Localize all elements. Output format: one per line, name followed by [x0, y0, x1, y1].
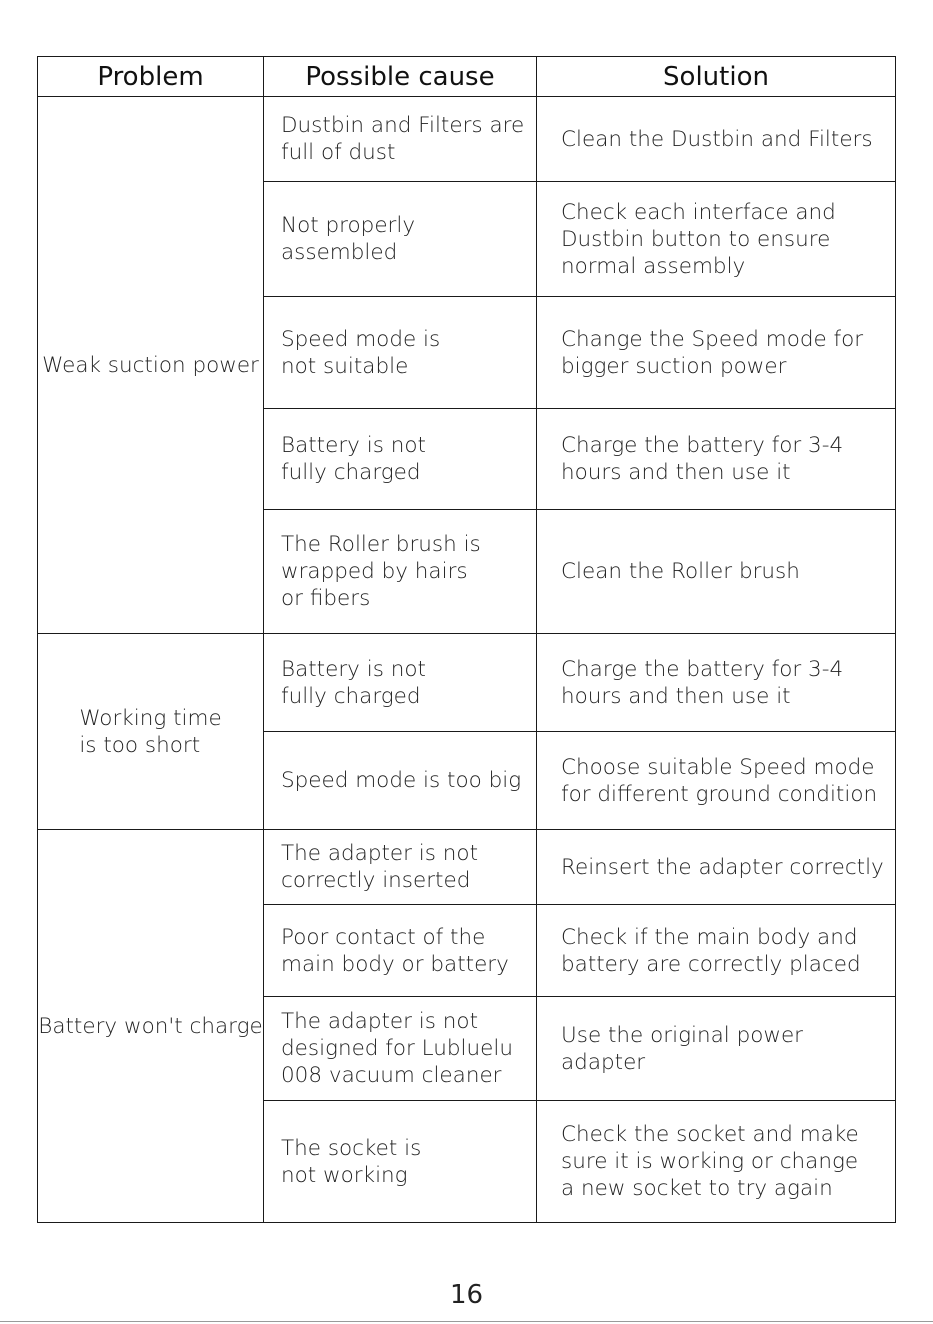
cause-cell — [264, 830, 537, 905]
solution-cell — [537, 905, 896, 997]
solution-cell — [537, 732, 896, 830]
problem-label: Weak suction power — [42, 352, 259, 378]
cause-cell — [264, 182, 537, 297]
cause-cell — [264, 905, 537, 997]
solution-text: Use the original power adapter — [561, 1022, 804, 1075]
cause-text: Dustbin and Filters are full of dust — [281, 113, 525, 165]
cause-cell — [264, 997, 537, 1101]
solution-text: Reinsert the adapter correctly — [561, 854, 884, 880]
cause-cell — [264, 732, 537, 830]
solution-text: Charge the battery for 3-4 hours and then use it — [561, 433, 844, 485]
problem-label: Working time is too short — [79, 705, 222, 758]
solution-text: Change the Speed mode for bigger suction power — [561, 326, 864, 379]
solution-cell — [537, 182, 896, 297]
cause-text: Speed mode is too big — [281, 768, 522, 793]
table-row — [38, 634, 896, 732]
cause-cell — [264, 97, 537, 182]
cause-text: The Roller brush is wrapped by hairs or fibers — [281, 532, 481, 611]
cause-text: The adapter is not correctly inserted — [281, 841, 479, 893]
table-row — [38, 97, 896, 182]
solution-text: Clean the Roller brush — [561, 559, 800, 584]
problem-column-header: Problem — [38, 57, 264, 97]
cause-text: Battery is not fully charged — [281, 656, 426, 709]
problem-cell — [38, 830, 264, 1223]
solution-cell — [537, 297, 896, 409]
page-number: 16 — [449, 1280, 484, 1310]
cause-text: Battery is not fully charged — [281, 433, 426, 485]
cause-cell — [264, 510, 537, 634]
solution-cell — [537, 997, 896, 1101]
bottom-divider — [0, 1321, 933, 1322]
cause-text: Not properly assembled — [281, 213, 416, 265]
cause-cell — [264, 634, 537, 732]
solution-text: Charge the battery for 3-4 hours and then use it — [561, 656, 844, 709]
solution-cell — [537, 830, 896, 905]
solution-text: Clean the Dustbin and Filters — [561, 126, 873, 152]
solution-text: Check if the main body and battery are correctly placed — [561, 924, 861, 977]
table-row — [38, 830, 896, 905]
solution-cell — [537, 1101, 896, 1223]
cause-column-header: Possible cause — [264, 57, 537, 97]
cause-cell — [264, 1101, 537, 1223]
table-header-row — [38, 57, 896, 97]
cause-text: Speed mode is not suitable — [281, 326, 441, 379]
solution-cell — [537, 409, 896, 510]
problem-cell — [38, 634, 264, 830]
cause-cell — [264, 297, 537, 409]
solution-text: Choose suitable Speed mode for different ground condition — [561, 754, 878, 807]
cause-text: The adapter is not designed for Lubluelu 008 vacuum cleaner — [281, 1009, 513, 1088]
troubleshooting-table — [37, 56, 896, 1223]
cause-text: Poor contact of the main body or battery — [281, 924, 509, 977]
problem-label: Battery won't charge — [38, 1013, 263, 1039]
problem-cell — [38, 97, 264, 634]
solution-text: Check the socket and make sure it is working or change a new socket to try again — [561, 1122, 859, 1201]
cause-cell — [264, 409, 537, 510]
solution-text: Check each interface and Dustbin button to ensure normal assembly — [561, 199, 836, 279]
solution-column-header: Solution — [537, 57, 896, 97]
cause-text: The socket is not working — [281, 1135, 422, 1188]
solution-cell — [537, 97, 896, 182]
solution-cell — [537, 510, 896, 634]
solution-cell — [537, 634, 896, 732]
